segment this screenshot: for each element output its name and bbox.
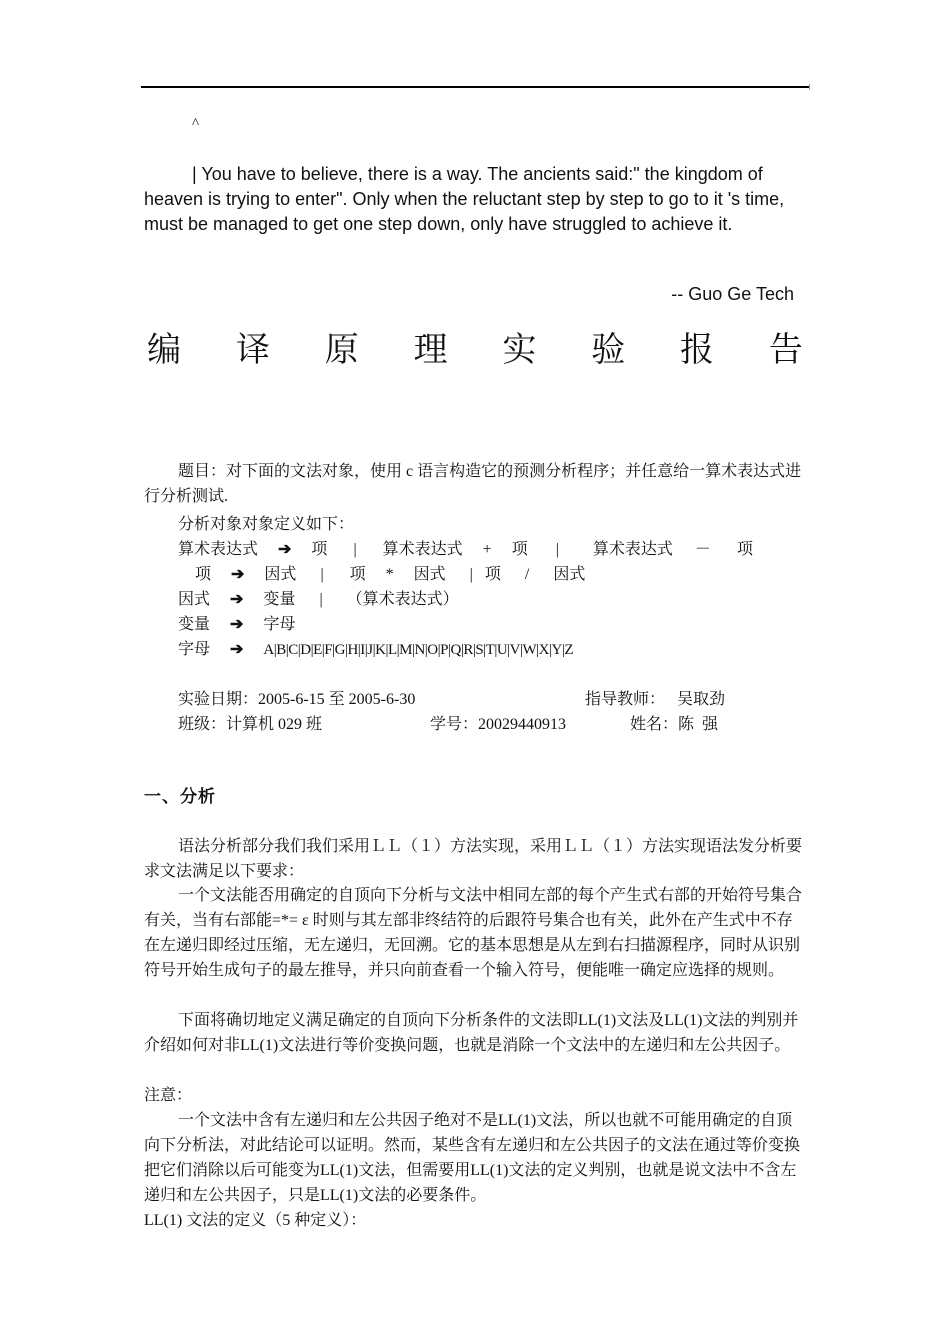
derives-arrow-icon: ➔ bbox=[230, 616, 244, 633]
rule-symbol: 因式 bbox=[413, 566, 446, 583]
student-name: 姓名：陈 强 bbox=[630, 716, 719, 733]
rule-symbol: | bbox=[555, 541, 559, 558]
rule-symbol: A|B|C|D|E|F|G|H|I|J|K|L|M|N|O|P|Q|R|S|T|U|V|W|X|Y|Z bbox=[263, 642, 574, 658]
rule-lhs: 算术表达式 bbox=[178, 541, 259, 558]
motto-signature: -- Guo Ge Tech bbox=[671, 284, 794, 304]
paragraph: 一个文法能否用确定的自顶向下分析与文法中相同左部的每个产生式右部的开始符号集合有关，当有右部能=*= ε 时则与其左部非终结符的后跟符号集合也有关，此外在产生式中不存在左递归即经过压缩，无左递归，无回溯。它的基本思想是从左到右扫描源程序，同时从识别符号开始生成句子的最左推导，并只向前查看一个输入符号，便能唯一确定应选择的规则。 bbox=[144, 887, 803, 979]
grammar-rule-2 bbox=[195, 561, 585, 584]
rule-lhs: 变量 bbox=[178, 616, 211, 633]
experiment-date: 实验日期：2005-6-15 至 2005-6-30 bbox=[178, 691, 416, 708]
grammar-rule-5 bbox=[178, 636, 573, 659]
rule-symbol: 算术表达式 bbox=[382, 541, 463, 558]
ll1-definition-label: LL(1) 文法的定义（5 种定义）： bbox=[144, 1212, 367, 1229]
section-heading: 一、分析 bbox=[144, 787, 216, 806]
rule-symbol: | bbox=[319, 591, 323, 608]
rule-symbol: 字母 bbox=[263, 616, 296, 633]
header-rule-tick bbox=[809, 84, 810, 90]
class-info: 班级：计算机 029 班 bbox=[178, 716, 323, 733]
paragraph: 一个文法中含有左递归和左公共因子绝对不是LL(1)文法，所以也就不可能用确定的自顶向下分析法，对此结论可以证明。然而，某些含有左递归和左公共因子的文法在通过等价变换把它们消除以后可能变为LL(1)文法，但需要用LL(1)文法的定义判别，也就是说文法中不含左递归和左公共因子，只是LL(1)文法的必要条件。 bbox=[144, 1112, 801, 1204]
rule-symbol: + bbox=[482, 541, 492, 558]
rule-symbol: | bbox=[320, 566, 324, 583]
rule-symbol: 项 bbox=[311, 541, 328, 558]
rule-symbol: | bbox=[353, 541, 357, 558]
rule-symbol: * bbox=[385, 566, 394, 583]
derives-arrow-icon: ➔ bbox=[278, 541, 292, 558]
rule-symbol: 项 bbox=[484, 566, 501, 583]
derives-arrow-icon: ➔ bbox=[231, 566, 245, 583]
paragraph: 语法分析部分我们我们采用ＬＬ（１）方法实现，采用ＬＬ（１）方法实现语法发分析要求文法满足以下要求： bbox=[144, 838, 803, 880]
paragraph: 下面将确切地定义满足确定的自顶向下分析条件的文法即LL(1)文法及LL(1)文法的判别并介绍如何对非LL(1)文法进行等价变换问题，也就是消除一个文法中的左递归和左公共因子。 bbox=[144, 1012, 799, 1054]
derives-arrow-icon: ➔ bbox=[230, 641, 244, 658]
assignment-topic: 题目：对下面的文法对象，使用 c 语言构造它的预测分析程序；并任意给一算术表达式进行分析测试. bbox=[144, 463, 802, 505]
rule-symbol: － bbox=[694, 541, 711, 558]
rule-lhs: 因式 bbox=[178, 591, 211, 608]
derives-arrow-icon: ➔ bbox=[230, 591, 244, 608]
caret-mark: ^ bbox=[192, 116, 200, 132]
rule-symbol: 算术表达式 bbox=[592, 541, 673, 558]
rule-symbol: 变量 bbox=[263, 591, 296, 608]
rule-symbol: / bbox=[524, 566, 530, 583]
grammar-rule-4 bbox=[178, 611, 295, 634]
grammar-rule-3 bbox=[178, 586, 459, 609]
rule-symbol: 项 bbox=[511, 541, 528, 558]
rule-symbol: 因式 bbox=[553, 566, 586, 583]
rule-symbol: （算术表达式） bbox=[346, 591, 459, 608]
instructor: 指导教师： 吴取劲 bbox=[585, 691, 726, 708]
note-label: 注意： bbox=[144, 1087, 193, 1104]
header-rule bbox=[141, 86, 810, 88]
rule-lhs: 项 bbox=[195, 566, 212, 583]
rule-symbol: 项 bbox=[349, 566, 366, 583]
rule-symbol: 因式 bbox=[264, 566, 297, 583]
assignment-intro: 分析对象对象定义如下： bbox=[178, 516, 355, 533]
student-id: 学号：20029440913 bbox=[430, 716, 567, 733]
rule-lhs: 字母 bbox=[178, 641, 211, 658]
rule-symbol: 项 bbox=[736, 541, 753, 558]
motto-quote: | You have to believe, there is a way. The ancients said:" the kingdom of heaven is trying to enter". Only when the reluctant step by step to go to it 's time, must be managed to get one step down, only have struggled to achieve it. bbox=[144, 164, 785, 234]
report-title: 编 译 原 理 实 验 报 告 bbox=[147, 330, 825, 370]
rule-symbol: | bbox=[469, 566, 473, 583]
grammar-rule-1 bbox=[178, 536, 753, 559]
